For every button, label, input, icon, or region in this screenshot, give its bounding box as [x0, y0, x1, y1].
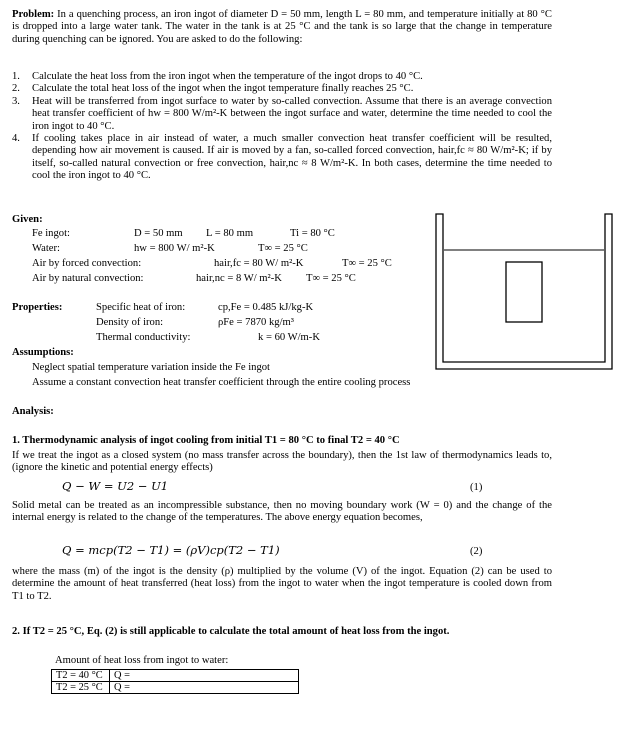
problem-task-list — [12, 71, 552, 183]
table-row — [52, 682, 299, 694]
table-cell-q: Q = — [110, 670, 299, 682]
problem-label: Problem: — [12, 9, 55, 20]
task-item-2: 2. Calculate the total heat loss of the ingot when the ingot temperature finally reaches 25 °C. — [12, 83, 414, 95]
task-item-3: 3. Heat will be transferred from ingot surface to water by so-called convection. Assume that there is an average convection heat transfer coefficient of hw = 800 W/m²-K between the ingot surface and water, determine the time needed to cool the iron ingot to 40 °C. — [12, 95, 552, 132]
problem-statement — [12, 9, 552, 46]
water-tank-diagram — [434, 212, 618, 372]
iron-ingot — [506, 262, 542, 322]
section-2-heading: 2. If T2 = 25 °C, Eq. (2) is still applicable to calculate the total amount of heat loss from the ingot. — [12, 626, 450, 637]
property-density-name: Density of iron: — [96, 317, 164, 328]
given-water-h: hw = 800 W/ m²-K — [134, 243, 215, 254]
table-cell-temp: T2 = 25 °C — [52, 682, 110, 694]
section-1-paragraph-2: Solid metal can be treated as an incompressible substance, then no moving boundary work (W = 0) and the change of the internal energy is related to the change of the temperatures. The above energy equation becomes, — [12, 500, 552, 524]
assumption-item-1: Neglect spatial temperature variation inside the Fe ingot — [32, 362, 270, 373]
task-item-4: 4. If cooling takes place in air instead of water, a much smaller convection heat transfer coefficient will be resulted, depending how air movement is caused. If air is moved by a fan, so-called forced convection, hair,fc ≈ 80 W/m²-K; if by itself, so-called natural convection or free convection, hair,nc ≈ 8 W/m²-K. In both cases, determine the time needed to cool the iron ingot to 40 °C. — [12, 133, 552, 182]
analysis-label: Analysis: — [12, 406, 54, 417]
given-air-natural-tinf: T∞ = 25 °C — [306, 273, 356, 284]
given-air-natural-h: hair,nc = 8 W/ m²-K — [196, 273, 282, 284]
section-1-paragraph-1: If we treat the ingot as a closed system (no mass transfer across the boundary), then the 1st law of thermodynamics leads to, (ignore the kinetic and potential energy effects) — [12, 450, 552, 474]
given-fe-initial-temp: Ti = 80 °C — [290, 228, 335, 239]
given-fe-length: L = 80 mm — [206, 228, 254, 239]
assumption-item-2: Assume a constant convection heat transfer coefficient through the entire cooling process — [32, 377, 411, 388]
given-fe-label: Fe ingot: — [32, 228, 70, 239]
heat-loss-table — [51, 669, 299, 694]
equation-2: Q = mcp(T2 − T1) = (ρV)cp(T2 − T1) — [62, 543, 280, 557]
property-k-value: k = 60 W/m-K — [258, 332, 320, 343]
problem-text: In a quenching process, an iron ingot of diameter D = 50 mm, length L = 80 mm, and temperature initially at 80 °C is dropped into a large water tank. The water in the tank is at 25 °C and the tank is so large that the change in temperature during quenching can be ignored. You are asked to do the following: — [12, 9, 552, 45]
heat-loss-table-caption: Amount of heat loss from ingot to water: — [55, 655, 229, 666]
property-cp-value: cp,Fe = 0.485 kJ/kg-K — [218, 302, 314, 313]
given-air-natural-label: Air by natural convection: — [32, 273, 144, 284]
table-cell-q: Q = — [110, 682, 299, 694]
section-1-heading: 1. Thermodynamic analysis of ingot cooling from initial T1 = 80 °C to final T2 = 40 °C — [12, 435, 400, 446]
property-density-value: ρFe = 7870 kg/m³ — [218, 317, 294, 328]
given-air-forced-label: Air by forced convection: — [32, 258, 142, 269]
given-fe-diameter: D = 50 mm — [134, 228, 183, 239]
properties-label: Properties: — [12, 302, 63, 313]
table-cell-temp: T2 = 40 °C — [52, 670, 110, 682]
equation-1-number: (1) — [470, 482, 483, 493]
assumptions-label: Assumptions: — [12, 347, 74, 358]
given-air-forced-tinf: T∞ = 25 °C — [342, 258, 392, 269]
given-water-label: Water: — [32, 243, 60, 254]
given-label: Given: — [12, 214, 43, 225]
task-item-1: 1. Calculate the heat loss from the iron ingot when the temperature of the ingot drops to 40 °C. — [12, 71, 423, 82]
equation-2-number: (2) — [470, 546, 483, 557]
given-water-tinf: T∞ = 25 °C — [258, 243, 308, 254]
property-cp-name: Specific heat of iron: — [96, 302, 186, 313]
property-k-name: Thermal conductivity: — [96, 332, 191, 343]
given-air-forced-h: hair,fc = 80 W/ m²-K — [214, 258, 304, 269]
table-row — [52, 670, 299, 682]
section-1-paragraph-3: where the mass (m) of the ingot is the density (ρ) multiplied by the volume (V) of the ingot. Equation (2) can be used to determine the amount of heat transferred (heat loss) from the ingot to water when the ingot temperature is cooled down from T1 to T2. — [12, 566, 552, 602]
equation-1: Q − W = U2 − U1 — [62, 479, 169, 493]
